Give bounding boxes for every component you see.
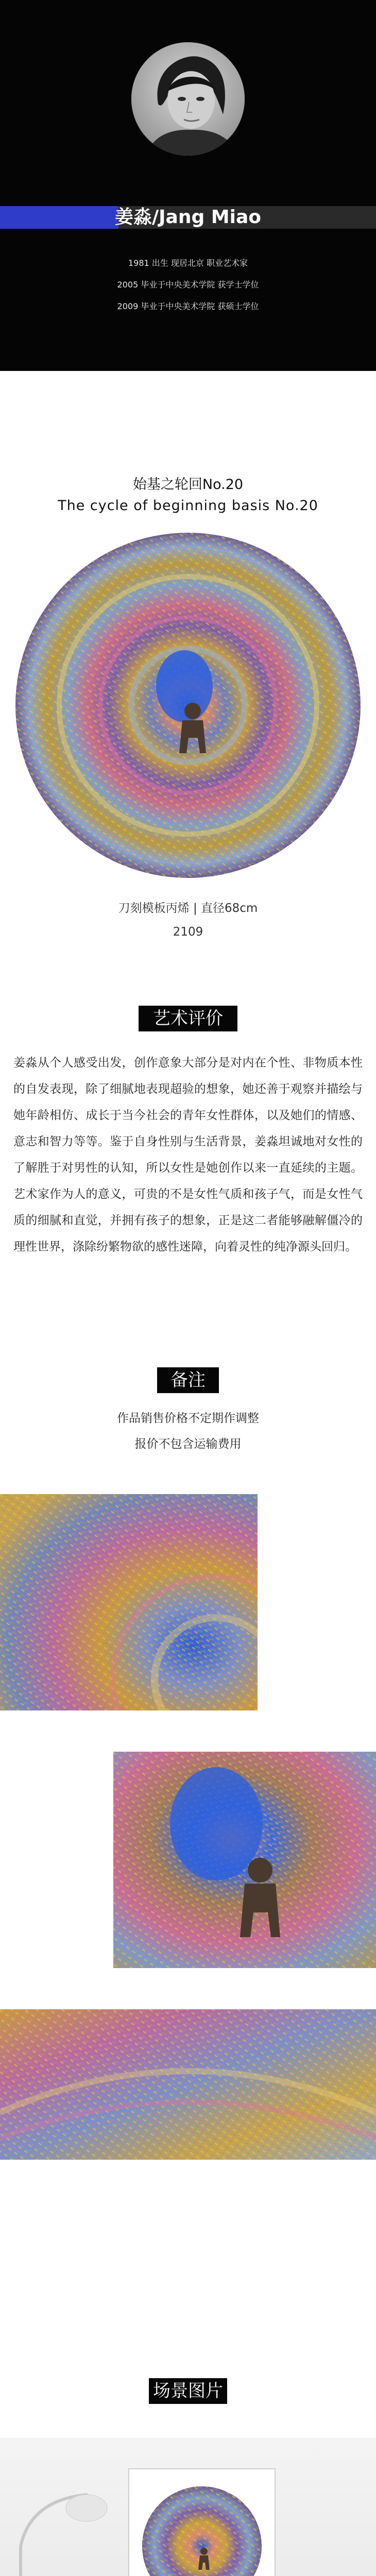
artist-portrait xyxy=(131,42,245,156)
artwork-title-en: The cycle of beginning basis No.20 xyxy=(58,498,318,514)
artwork-image xyxy=(14,532,362,879)
bio-line-master: 2009 毕业于中央美术学院 获硕士学位 xyxy=(117,301,259,311)
artwork-detail-2 xyxy=(113,1752,376,1968)
note-line-price: 作品销售价格不定期作调整 xyxy=(117,1412,259,1425)
portrait-photo xyxy=(131,42,245,156)
note-line-shipping: 报价不包含运输费用 xyxy=(134,1437,242,1451)
review-heading: 艺术评价 xyxy=(139,1006,237,1031)
review-text: 姜淼从个人感受出发，创作意象大部分是对内在个性、非物质本性的自发表现，除了细腻地表现超验的想象，她还善于观察并描绘与她年龄相仿、成长于当今社会的青年女性群体，以及她们的情感、意志和智力等等。鉴于自身性别与生活背景，姜淼坦诚地对女性的了解胜于对男性的认知，所以女性是她创作以来一直延续的主题。艺术家作为人的意义，可贵的不是女性气质和孩子气，而是女性气质的细腻和直觉，并拥有孩子的想象，正是这二者能够融解僵冷的理性世界，涤除纷繁物欲的感性迷障，向着灵性的纯净源头回归。 xyxy=(13,1056,363,1253)
artwork-detail-1 xyxy=(0,1494,258,1710)
artwork-detail-3 xyxy=(0,2009,376,2160)
bio-line-bachelor: 2005 毕业于中央美术学院 获学士学位 xyxy=(117,280,259,290)
artwork-medium-size: 刀刻模板丙烯 | 直径68cm xyxy=(118,902,258,915)
artist-name: 姜淼/Jang Miao xyxy=(115,207,261,228)
notes-heading: 备注 xyxy=(157,1367,219,1393)
bio-line-birth: 1981 出生 现居北京 职业艺术家 xyxy=(128,258,248,268)
room-scene xyxy=(0,2438,376,2576)
scene-heading: 场景图片 xyxy=(149,2378,227,2404)
artwork-title-cn: 始基之轮回No.20 xyxy=(132,477,244,493)
artwork-year: 2109 xyxy=(173,925,203,939)
